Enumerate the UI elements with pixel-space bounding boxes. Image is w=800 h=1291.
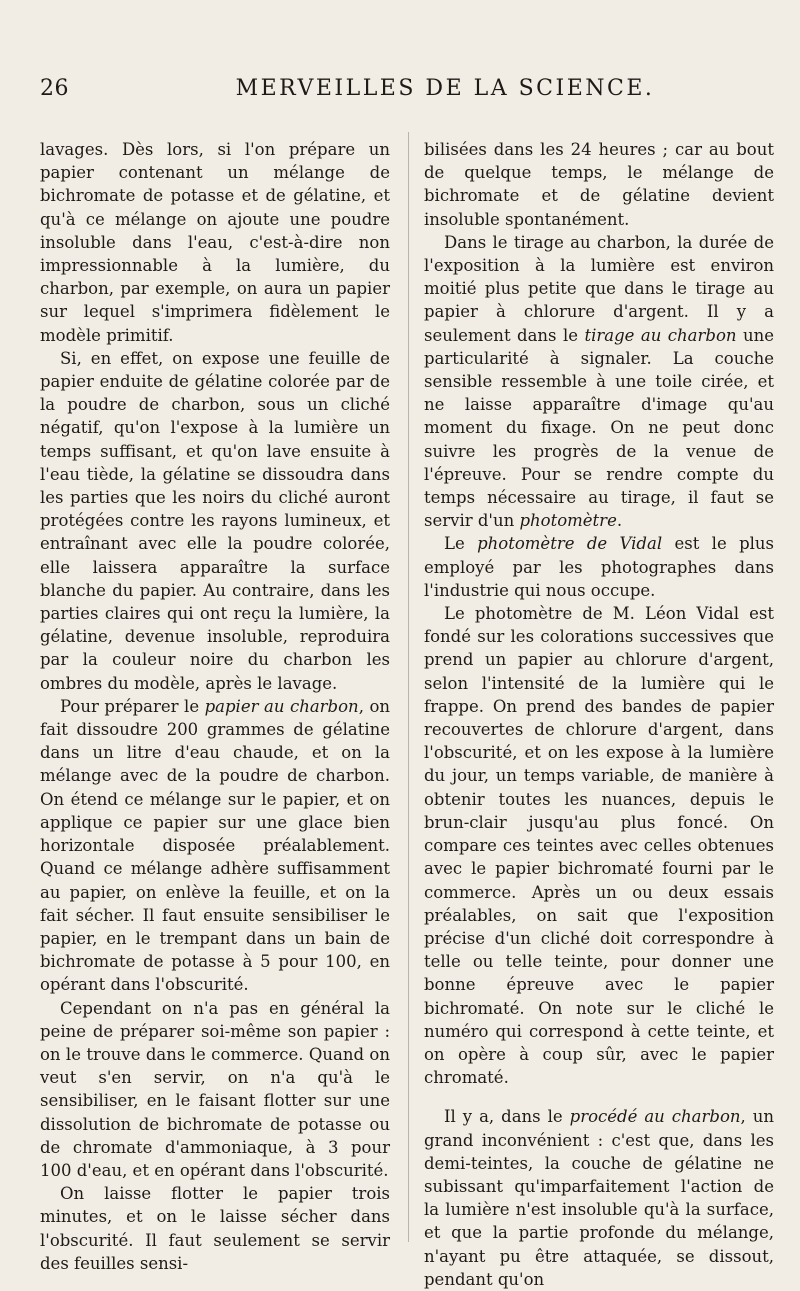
italic-term: tirage au charbon (584, 325, 737, 345)
paragraph: Le photomètre de M. Léon Vidal est fondé sur les colorations successives que prend un papier au chlorure d'argent, selon l'intensité de la lumière qui le frappe. On prend des bandes de papier recouvertes de chlorure d'argent, dans l'obscurité, et on les expose à la lumière du jour, un temps variable, de manière à obtenir toutes les nuances, depuis le brun-clair jusqu'au plus foncé. On compare ces teintes avec celles obtenues avec le papier bichromaté fourni par le commerce. Après un ou deux essais préalables, on sait que l'exposition précise d'un cliché doit correspondre à telle ou telle teinte, pour donner une bonne épreuve avec le papier bichromaté. On note sur le cliché le numéro qui correspond à cette teinte, et on opère à coup sûr, avec le papier chromaté. (424, 604, 774, 1088)
paragraph: Dans le tirage au charbon, la durée de l'exposition à la lumière est environ moitié plus petite que dans le tirage au papier à chlorure d'argent. Il y a seulement dans le tirage au charbon une particularité à signaler. La couche sensible ressemble à une toile cirée, et ne laisse apparaître d'image qu'au moment du fixage. On ne peut donc suivre les progrès de la venue de l'épreuve. Pour se rendre compte du temps nécessaire au tirage, il faut se servir d'un photomètre. (424, 232, 774, 531)
italic-term: procédé au charbon (569, 1107, 741, 1127)
paragraph: Pour préparer le papier au charbon, on fait dissoudre 200 grammes de gélatine dans un litre d'eau chaude, et on la mélange avec de la poudre de charbon. On étend ce mélange sur le papier, et on applique ce papier sur une glace bien horizontale disposée préalablement. Quand ce mélange adhère suffisamment au papier, on enlève la feuille, et on la fait sécher. Il faut ensuite sensibiliser le papier, en le trempant dans un bain de bichromate de potasse à 5 pour 100, en opérant dans l'obscurité. (40, 696, 390, 995)
right-column (424, 138, 774, 1291)
page-header (40, 76, 792, 106)
column-divider (408, 132, 409, 1242)
page-number: 26 (40, 76, 69, 101)
paragraph: lavages. Dès lors, si l'on prépare un papier contenant un mélange de bichromate de potasse et de gélatine, et qu'à ce mélange on ajoute une poudre insoluble dans l'eau, c'est-à-dire non impressionnable à la lumière, du charbon, par exemple, on aura un papier sur lequel s'imprimera fidèlement le modèle primitif. (40, 140, 390, 345)
italic-term: photomètre de Vidal (477, 534, 663, 554)
italic-term: papier au charbon (204, 696, 359, 716)
paragraph: Si, en effet, on expose une feuille de papier enduite de gélatine colorée par de la poudre de charbon, sous un cliché négatif, qu'on l'expose à la lumière un temps suffisant, et qu'on lave ensuite à l'eau tiède, la gélatine se dissoudra dans les parties que les noirs du cliché auront protégées contre les rayons lumineux, et entraînant avec elle la poudre colorée, elle laissera apparaître la surface blanche du papier. Au contraire, dans les parties claires qui ont reçu la lumière, la gélatine, devenue insoluble, reproduira par la couleur noire du charbon les ombres du modèle, après le lavage. (40, 348, 390, 693)
paragraph: Il y a, dans le procédé au charbon, un grand inconvénient : c'est que, dans les demi-teintes, la couche de gélatine ne subissant qu'imparfaitement l'action de la lumière n'est insoluble qu'à la surface, et que la partie profonde du mélange, n'ayant pu être attaquée, se dissout, pendant qu'on (424, 1107, 774, 1289)
italic-term: photomètre (519, 511, 617, 531)
left-column (40, 138, 390, 1275)
running-title: MERVEILLES DE LA SCIENCE. (235, 76, 655, 101)
paragraph: Cependant on n'a pas en général la peine de préparer soi-même son papier : on le trouve dans le commerce. Quand on veut s'en servir, on n'a qu'à le sensibiliser, en le faisant flotter sur une dissolution de bichromate de potasse ou de chromate d'ammoniaque, à 3 pour 100 d'eau, et en opérant dans l'obscurité. (40, 998, 390, 1180)
paragraph: On laisse flotter le papier trois minutes, et on le laisse sécher dans l'obscurité. Il faut seulement se servir des feuilles sensi- (40, 1184, 390, 1273)
paragraph: Le photomètre de Vidal est le plus employé par les photographes dans l'industrie qui nous occupe. (424, 534, 775, 600)
paragraph: bilisées dans les 24 heures ; car au bout de quelque temps, le mélange de bichromate et de gélatine devient insoluble spontanément. (424, 140, 774, 229)
